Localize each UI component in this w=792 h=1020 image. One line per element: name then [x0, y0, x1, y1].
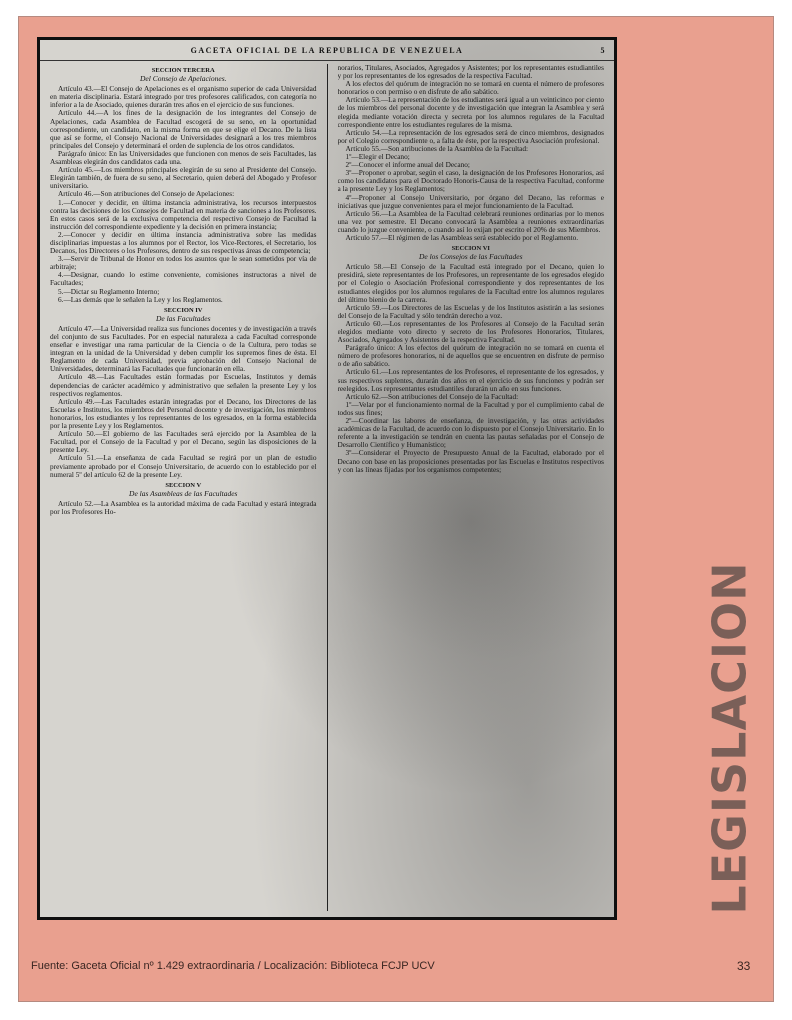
- section-heading: SECCION TERCERA: [151, 67, 215, 74]
- section-subheading: Del Consejo de Apelaciones.: [139, 74, 227, 84]
- right-column: [338, 64, 605, 911]
- article-paragraph: norarios, Titulares, Asociados, Agregados y Asistentes; por los representantes estudiantiles y por los representantes de los egresados de la respectiva Facultad.: [337, 64, 604, 81]
- article-paragraph: 5.—Dictar su Reglamento Interno;: [58, 286, 160, 296]
- article-paragraph: Artículo 56.—La Asamblea de la Facultad celebrará reuniones ordinarias por lo menos una vez por semestre. El Decano convocará la Asamblea a reuniones extraordinarias cuando lo juzgue conveniente, o cuando así lo exijan por escrito el 20% de sus Miembros.: [337, 208, 604, 234]
- article-paragraph: 2º—Conocer el informe anual del Decano;: [345, 160, 470, 170]
- section-subheading: De las Asambleas de las Facultades: [129, 488, 238, 498]
- article-paragraph: Artículo 62.—Son atribuciones del Consejo de la Facultad:: [345, 391, 519, 401]
- article-paragraph: 1º—Velar por el funcionamiento normal de la Facultad y por el cumplimiento cabal de todos sus fines;: [337, 399, 604, 417]
- article-paragraph: Artículo 54.—La representación de los egresados será de cinco miembros, designados por el Colegio correspondiente o, a falta de éste, por la respectiva Asociación profesional.: [337, 127, 604, 145]
- article-paragraph: 3º—Considerar el Proyecto de Presupuesto Anual de la Facultad, elaborado por el Decano con base en las proposiciones presentadas por las Escuelas e Institutos respectivos y con las líneas fijadas por los organismos competentes;: [337, 448, 604, 474]
- article-paragraph: 6.—Las demás que le señalen la Ley y los Reglamentos.: [58, 294, 223, 304]
- article-paragraph: Artículo 51.—La enseñanza de cada Facultad se regirá por un plan de estudio previamente aprobado por el Consejo Universitario, de acuerdo con lo establecido por el numeral 5º del artículo 62 de la presente Ley.: [50, 453, 317, 479]
- article-paragraph: Artículo 47.—La Universidad realiza sus funciones docentes y de investigación a través del conjunto de sus Facultades. Por en especial naturaleza a cada Facultad corresponde enseñar e investigar una rama particular de la Ciencia o de la Cultura, pero todas se integran en la unidad de la Universidad y deben cumplir los supremos fines de ésta. El Reglamento de cada Universidad, previa aprobación del Consejo Nacional de Universidades, determinará las Facultades que funcionarán en ella.: [50, 323, 317, 374]
- article-paragraph: Artículo 43.—El Consejo de Apelaciones es el organismo superior de cada Universidad en materia disciplinaria. Estará integrado por tres profesores calificados, con categoría no inferior a la de Asociado, quienes durarán tres años en el ejercicio de sus funciones.: [50, 84, 317, 110]
- section-heading: SECCION V: [165, 481, 202, 489]
- article-paragraph: 3º—Proponer o aprobar, según el caso, la designación de los Profesores Honorarios, así como los candidatos para el Doctorado Honoris-Causa de la respectiva Facultad, conforme a la presente Ley y los Reglamentos;: [337, 168, 604, 194]
- article-paragraph: A los efectos del quórum de integración no se tomará en cuenta el número de profesores honorarios o con permiso o en disfrute de año sabático.: [337, 79, 604, 97]
- scanned-gazette-page: [37, 37, 617, 920]
- article-paragraph: Artículo 50.—El gobierno de las Facultades será ejercido por la Asamblea de la Facultad, por el Consejo de la Facultad y por el Decano, según las disposiciones de la presente Ley.: [50, 429, 317, 455]
- article-paragraph: 3.—Servir de Tribunal de Honor en todos los asuntos que le sean sometidos por vía de arbitraje;: [50, 254, 317, 272]
- article-paragraph: Artículo 53.—La representación de los estudiantes será igual a un veinticinco por ciento de los miembros del personal docente y de investigación que integran la Asamblea y será elegida mediante votación directa y secreta por los alumnos regulares de la Facultad correspondiente entre los estudiantes regulares de la misma.: [337, 95, 604, 129]
- article-paragraph: 4.—Designar, cuando lo estime conveniente, comisiones instructoras a nivel de Facultades;: [50, 270, 317, 288]
- footer-source: Fuente: Gaceta Oficial nº 1.429 extraordinaria / Localización: Biblioteca FCJP UCV: [31, 960, 435, 972]
- article-paragraph: 2.—Conocer y decidir en última instancia administrativa sobre las medidas disciplinarias impuestas a los alumnos por el Rector, los Vice-Rectores, el Secretario, los Decanos, los Directores o los Profesores, dentro de sus respectivas áreas de competencia;: [50, 229, 317, 256]
- gazette-columns: [50, 64, 604, 911]
- section-subheading: De las Facultades: [155, 313, 211, 323]
- section-title-text: LEGISLACION: [703, 560, 757, 915]
- gazette-header-title: GACETA OFICIAL DE LA REPUBLICA DE VENEZUELA: [190, 46, 464, 55]
- article-paragraph: Artículo 60.—Los representantes de los Profesores al Consejo de la Facultad serán elegidos mediante voto directo y secreto de los Profesores Honorarios, Titulares, Asociados, Agregados y Asistentes de la respectiva Facultad.: [337, 318, 604, 345]
- article-paragraph: Artículo 59.—Los Directores de las Escuelas y de los Institutos asistirán a las sesiones del Consejo de la Facultad y sólo tendrán derecho a voz.: [337, 302, 604, 320]
- gazette-header: [40, 46, 614, 61]
- article-paragraph: Artículo 48.—Las Facultades están formadas por Escuelas, Institutos y demás dependencias de carácter académico y administrativo que señalen la presente Ley y los respectivos reglamentos.: [50, 372, 317, 398]
- article-paragraph: Parágrafo único: En las Universidades que funcionen con menos de seis Facultades, las Asambleas elegirán dos candidatos cada una.: [50, 148, 317, 167]
- article-paragraph: Artículo 44.—A los fines de la designación de los integrantes del Consejo de Apelaciones, cada Asamblea de Facultad escogerá de su seno, en la oportunidad correspondiente, un candidato, en la misma forma en que se elige el Decano. De la lista que así se forme, el Consejo Nacional de Universidades designará a los tres miembros principales del Consejo y determinará el orden de suplencia de los otros candidatos.: [50, 108, 317, 150]
- section-heading: SECCION VI: [451, 245, 490, 253]
- gazette-header-number: 5: [600, 46, 606, 55]
- article-paragraph: 1º—Elegir el Decano;: [345, 152, 410, 162]
- article-paragraph: Artículo 46.—Son atribuciones del Consejo de Apelaciones:: [58, 189, 235, 199]
- left-column: [50, 64, 317, 911]
- article-paragraph: Artículo 55.—Son atribuciones de la Asamblea de la Facultad:: [345, 143, 529, 153]
- column-divider: [327, 64, 328, 911]
- section-title: [700, 560, 760, 915]
- article-paragraph: Artículo 61.—Los representantes de los Profesores, el representante de los egresados, y sus respectivos suplentes, durarán dos años en el ejercicio de sus funciones y podrán ser reelegidos. Los representantes estudiantiles durarán un año en sus funciones.: [337, 367, 604, 393]
- section-subheading: De los Consejos de las Facultades: [418, 252, 523, 262]
- article-paragraph: Artículo 57.—El régimen de las Asambleas será establecido por el Reglamento.: [345, 232, 579, 242]
- article-paragraph: Artículo 45.—Los miembros principales elegirán de su seno al Presidente del Consejo. Elegirán también, de fuera de su seno, al Secretario, quien deberá del Abogado y Profesor universitario.: [50, 165, 317, 191]
- article-paragraph: 2º—Coordinar las labores de enseñanza, de investigación, y las otras actividades académicas de la Facultad, de acuerdo con lo dispuesto por el Consejo Universitario. En lo referente a la investigación se tendrán en cuenta las pautas señaladas por el Consejo de Desarrollo Científico y Humanístico;: [337, 416, 604, 450]
- article-paragraph: Artículo 49.—Las Facultades estarán integradas por el Decano, los Directores de las Escuelas e Institutos, los miembros del Personal docente y de investigación, los miembros honorarios, los estudiantes y los representantes de los egresados, en la forma establecida por la presente Ley y los Reglamentos.: [50, 396, 317, 431]
- article-paragraph: Artículo 52.—La Asamblea es la autoridad máxima de cada Facultad y estará integrada por los Profesores Ho-: [50, 498, 317, 516]
- gazette-paper: [40, 40, 614, 917]
- article-paragraph: Parágrafo único: A los efectos del quórum de integración no se tomará en cuenta el número de profesores honorarios, ni de aquellos que se encuentren en disfrute de permiso o de año sabático.: [337, 343, 604, 369]
- article-paragraph: 1.—Conocer y decidir, en última instancia administrativa, los recursos interpuestos contra las decisiones de los Consejos de Facultad en materia de sanciones a los Profesores. En estos casos será de la exclusiva competencia del respectivo Consejo de Facultad la instrucción del correspondiente expediente y la decisión en primera instancia;: [50, 197, 317, 231]
- article-paragraph: Artículo 58.—El Consejo de la Facultad está integrado por el Decano, quien lo presidirá, siete representantes de los Profesores, un representante de los egresados elegido por el Colegio o Asociación Profesional correspondiente y dos representantes de los estudiantes elegidos por los alumnos regulares de la Facultad entre los alumnos regulares del último bienio de la carrera.: [337, 262, 604, 304]
- section-heading: SECCION IV: [164, 306, 203, 314]
- page-number: 33: [737, 959, 751, 973]
- article-paragraph: 4º—Proponer al Consejo Universitario, por órgano del Decano, las reformas e iniciativas que juzgue convenientes para el mejor funcionamiento de la Facultad.: [337, 192, 604, 210]
